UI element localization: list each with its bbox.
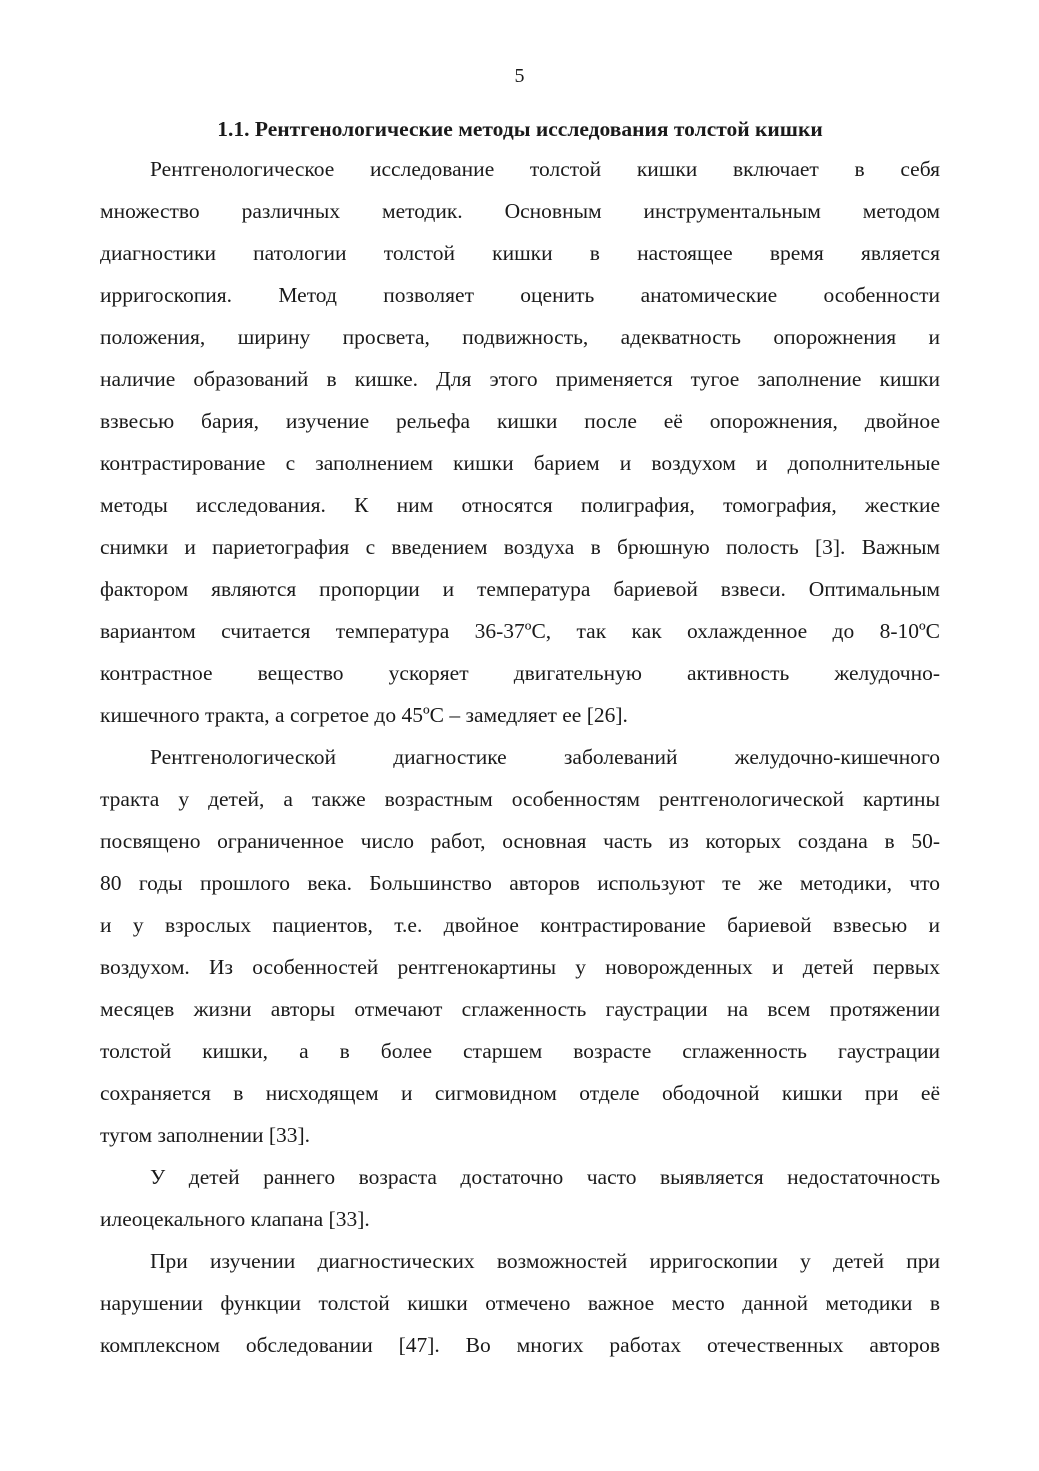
- text-line: диагностики патологии толстой кишки в настоящее время является: [100, 241, 940, 265]
- text-line: и у взрослых пациентов, т.е. двойное контрастирование бариевой взвесью и: [100, 913, 940, 937]
- text-line: При изучении диагностических возможностей ирригоскопии у детей при: [150, 1249, 940, 1273]
- text-line: илеоцекального клапана [33].: [100, 1207, 370, 1231]
- paragraph: [100, 736, 940, 1156]
- text-line: сохраняется в нисходящем и сигмовидном отделе ободочной кишки при её: [100, 1081, 940, 1105]
- text-line: наличие образований в кишке. Для этого применяется тугое заполнение кишки: [100, 367, 940, 391]
- text-line: фактором являются пропорции и температура бариевой взвеси. Оптимальным: [100, 577, 940, 601]
- paragraph: [100, 1156, 940, 1240]
- text-line: положения, ширину просвета, подвижность, адекватность опорожнения и: [100, 325, 940, 349]
- text-line: методы исследования. К ним относятся полиграфия, томография, жесткие: [100, 493, 940, 517]
- text-line: месяцев жизни авторы отмечают сглаженность гаустрации на всем протяжении: [100, 997, 940, 1021]
- text-line: тракта у детей, а также возрастным особенностям рентгенологической картины: [100, 787, 940, 811]
- page-number: 5: [514, 65, 525, 87]
- text-line: ирригоскопия. Метод позволяет оценить анатомические особенности: [100, 283, 940, 307]
- section-heading: 1.1. Рентгенологические методы исследования толстой кишки: [217, 117, 823, 141]
- text-line: Рентгенологической диагностике заболеваний желудочно-кишечного: [150, 745, 940, 769]
- text-line: посвящено ограниченное число работ, основная часть из которых создана в 50-: [100, 829, 940, 853]
- text-line: контрастирование с заполнением кишки барием и воздухом и дополнительные: [100, 451, 940, 475]
- text-line: кишечного тракта, а согретое до 45ºC – замедляет ее [26].: [100, 703, 628, 727]
- text-line: Рентгенологическое исследование толстой кишки включает в себя: [150, 157, 940, 181]
- text-line: тугом заполнении [33].: [100, 1123, 311, 1147]
- text-line: взвесью бария, изучение рельефа кишки после её опорожнения, двойное: [100, 409, 940, 433]
- text-line: контрастное вещество ускоряет двигательную активность желудочно-: [100, 661, 940, 685]
- text-line: снимки и париетография с введением воздуха в брюшную полость [3]. Важным: [100, 535, 940, 559]
- text-line: комплексном обследовании [47]. Во многих работах отечественных авторов: [100, 1333, 940, 1357]
- text-line: вариантом считается температура 36-37ºC, так как охлажденное до 8-10ºC: [100, 619, 940, 643]
- text-line: нарушении функции толстой кишки отмечено важное место данной методики в: [100, 1291, 940, 1315]
- text-line: 80 годы прошлого века. Большинство авторов используют те же методики, что: [100, 871, 940, 895]
- text-line: воздухом. Из особенностей рентгенокартины у новорожденных и детей первых: [100, 955, 940, 979]
- paragraph: [100, 148, 940, 736]
- text-line: У детей раннего возраста достаточно часто выявляется недостаточность: [150, 1165, 940, 1189]
- text-line: толстой кишки, а в более старшем возрасте сглаженность гаустрации: [100, 1039, 940, 1063]
- body-text: [100, 148, 940, 1366]
- text-line: множество различных методик. Основным инструментальным методом: [100, 199, 940, 223]
- paragraph: [100, 1240, 940, 1366]
